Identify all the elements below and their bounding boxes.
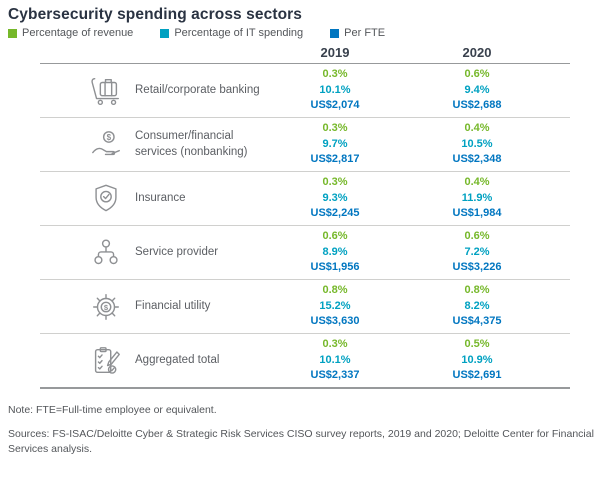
values-2020 (405, 175, 549, 222)
legend-item-pct-it-spending (160, 27, 303, 39)
table-row (40, 280, 570, 334)
values-2020 (405, 337, 549, 384)
sector-label: Retail/corporate banking (135, 83, 260, 96)
column-header-2020: 2020 (462, 45, 492, 60)
pct-revenue-value: 0.6% (464, 230, 490, 243)
values-2019 (265, 229, 405, 276)
values-2020 (405, 283, 549, 330)
svg-text:$: $ (103, 302, 109, 312)
pct-it-value: 10.1% (319, 83, 351, 96)
hand-coin-icon (40, 128, 135, 162)
values-2020 (405, 229, 549, 276)
pct-it-value: 8.2% (464, 299, 490, 312)
pct-revenue-value: 0.3% (322, 122, 348, 135)
per-fte-value: US$2,688 (452, 99, 502, 112)
teal-swatch-icon (160, 29, 169, 38)
pct-revenue-value: 0.3% (322, 176, 348, 189)
per-fte-value: US$4,375 (452, 315, 502, 328)
pct-revenue-value: 0.8% (322, 284, 348, 297)
svg-text:$: $ (106, 132, 112, 142)
sector-label: Service provider (135, 245, 219, 258)
values-2020 (405, 67, 549, 114)
table-header-row (40, 44, 570, 64)
pct-revenue-value: 0.4% (464, 122, 490, 135)
sector-label: Insurance (135, 191, 186, 204)
pct-revenue-value: 0.6% (464, 68, 490, 81)
pct-it-value: 9.7% (322, 137, 348, 150)
legend-item-per-fte (330, 27, 385, 39)
pct-it-value: 10.9% (461, 353, 493, 366)
per-fte-value: US$1,956 (310, 261, 360, 274)
blue-swatch-icon (330, 29, 339, 38)
footnote: Note: FTE=Full-time employee or equivalent. (8, 404, 217, 416)
per-fte-value: US$2,348 (452, 153, 502, 166)
pct-it-value: 7.2% (464, 245, 490, 258)
table-row (40, 172, 570, 226)
sector-label: Consumer/financial services (nonbanking) (135, 129, 248, 158)
per-fte-value: US$3,226 (452, 261, 502, 274)
spending-table (40, 44, 570, 389)
sector-label: Financial utility (135, 299, 211, 312)
values-2019 (265, 175, 405, 222)
pct-it-value: 10.5% (461, 137, 493, 150)
values-2019 (265, 67, 405, 114)
per-fte-value: US$3,630 (310, 315, 360, 328)
values-2019 (265, 283, 405, 330)
pct-revenue-value: 0.3% (322, 68, 348, 81)
per-fte-value: US$2,817 (310, 153, 360, 166)
pct-revenue-value: 0.8% (464, 284, 490, 297)
table-row (40, 118, 570, 172)
green-swatch-icon (8, 29, 17, 38)
table-row (40, 334, 570, 387)
pct-revenue-value: 0.6% (322, 230, 348, 243)
per-fte-value: US$2,691 (452, 369, 502, 382)
pct-it-value: 8.9% (322, 245, 348, 258)
per-fte-value: US$2,337 (310, 369, 360, 382)
legend-item-pct-revenue (8, 27, 133, 39)
legend-label: Percentage of revenue (22, 27, 134, 39)
org-chart-icon (40, 236, 135, 270)
per-fte-value: US$1,984 (452, 207, 502, 220)
gear-dollar-icon (40, 290, 135, 324)
luggage-cart-icon (40, 74, 135, 108)
pct-revenue-value: 0.4% (464, 176, 490, 189)
page-title: Cybersecurity spending across sectors (8, 6, 303, 23)
values-2019 (265, 337, 405, 384)
table-row (40, 64, 570, 118)
sector-label: Aggregated total (135, 353, 220, 366)
pct-it-value: 15.2% (319, 299, 351, 312)
pct-it-value: 10.1% (319, 353, 351, 366)
clipboard-checklist-icon (40, 344, 135, 378)
pct-it-value: 9.4% (464, 83, 490, 96)
legend-label: Percentage of IT spending (174, 27, 304, 39)
values-2020 (405, 121, 549, 168)
pct-it-value: 11.9% (461, 191, 493, 204)
legend-label: Per FTE (344, 27, 386, 39)
pct-revenue-value: 0.5% (464, 338, 490, 351)
sources-note: Sources: FS-ISAC/Deloitte Cyber & Strategic Risk Services CISO survey reports, 2019 and 2020; Deloitte Center for Financial Services analysis. (8, 428, 594, 455)
column-header-2019: 2019 (320, 45, 350, 60)
per-fte-value: US$2,074 (310, 99, 360, 112)
shield-check-icon (40, 182, 135, 216)
table-row (40, 226, 570, 280)
pct-revenue-value: 0.3% (322, 338, 348, 351)
legend (8, 27, 602, 39)
per-fte-value: US$2,245 (310, 207, 360, 220)
values-2019 (265, 121, 405, 168)
pct-it-value: 9.3% (322, 191, 348, 204)
